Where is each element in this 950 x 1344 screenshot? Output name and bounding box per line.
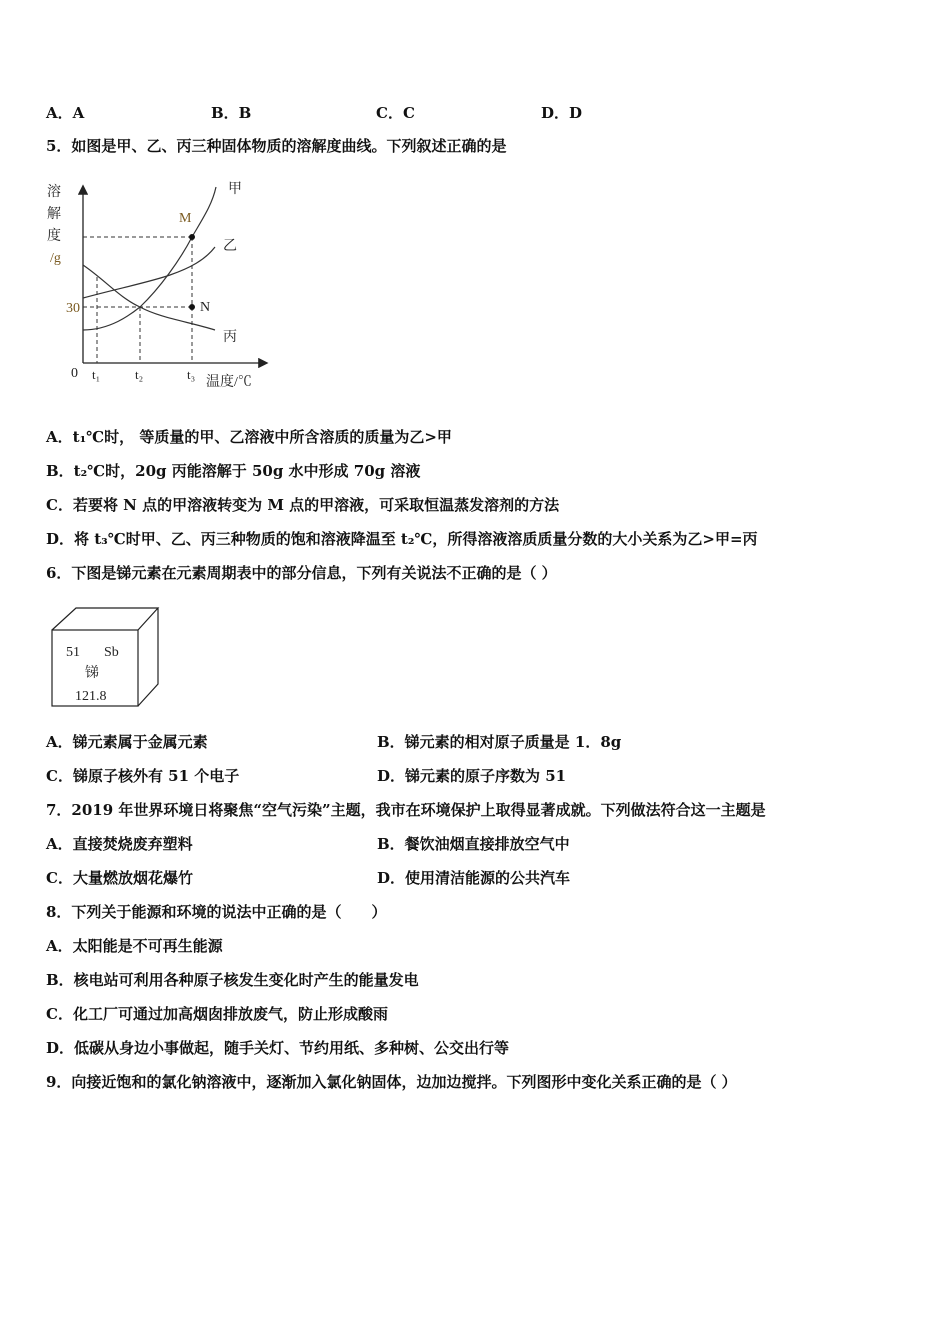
point-label-n: N bbox=[200, 300, 211, 315]
x-tick-t1: t₁ bbox=[92, 367, 101, 382]
q5-option-d: D．将 t₃℃时甲、乙、丙三种物质的饱和溶液降温至 t₂℃，所得溶液溶质质量分数的大小关系为乙>甲=丙 bbox=[46, 530, 758, 548]
q4-option-a: A．A bbox=[46, 104, 85, 122]
y-label-3: 度 bbox=[47, 229, 61, 244]
q6-option-b: B．锑元素的相对原子质量是 1．8g bbox=[377, 733, 622, 751]
element-name: 锑 bbox=[85, 666, 99, 681]
q8-stem: 8．下列关于能源和环境的说法中正确的是（ ） bbox=[46, 903, 387, 921]
point-n bbox=[189, 304, 195, 310]
curve-yi bbox=[83, 247, 215, 298]
q6-option-c: C．锑原子核外有 51 个电子 bbox=[46, 767, 240, 785]
q5-option-c: C．若要将 N 点的甲溶液转变为 M 点的甲溶液，可采取恒温蒸发溶剂的方法 bbox=[46, 496, 560, 514]
q4-option-b: B．B bbox=[211, 104, 252, 122]
point-m bbox=[189, 234, 195, 240]
q7-option-b: B．餐饮油烟直接排放空气中 bbox=[377, 835, 570, 853]
x-axis-label: 温度/℃ bbox=[206, 375, 252, 390]
q6-option-a: A．锑元素属于金属元素 bbox=[46, 733, 208, 751]
point-label-m: M bbox=[179, 211, 192, 226]
q8-option-b: B．核电站可利用各种原子核发生变化时产生的能量发电 bbox=[46, 971, 419, 989]
q6-option-d: D．锑元素的原子序数为 51 bbox=[377, 767, 567, 785]
q7-option-a: A．直接焚烧废弃塑料 bbox=[46, 835, 193, 853]
q5-stem: 5．如图是甲、乙、丙三种固体物质的溶解度曲线。下列叙述正确的是 bbox=[46, 137, 507, 155]
curve-label-bing: 丙 bbox=[223, 330, 237, 345]
element-card bbox=[46, 604, 166, 712]
q4-option-c: C．C bbox=[376, 104, 415, 122]
x-tick-t2: t₂ bbox=[135, 367, 144, 382]
q4-option-d: D．D bbox=[541, 104, 583, 122]
y-tick-30: 30 bbox=[66, 301, 80, 316]
curve-jia bbox=[83, 187, 216, 330]
q8-option-c: C．化工厂可通过加高烟囱排放废气，防止形成酸雨 bbox=[46, 1005, 388, 1023]
q7-stem: 7．2019 年世界环境日将聚焦“空气污染”主题，我市在环境保护上取得显著成就。下列做法符合这一主题是 bbox=[46, 801, 766, 819]
y-label-unit: /g bbox=[50, 251, 61, 266]
q6-stem: 6．下图是锑元素在元素周期表中的部分信息，下列有关说法不正确的是（ ） bbox=[46, 564, 557, 582]
q5-option-a: A．t₁℃时， 等质量的甲、乙溶液中所含溶质的质量为乙>甲 bbox=[46, 428, 452, 446]
curve-label-yi: 乙 bbox=[223, 239, 237, 254]
y-label-1: 溶 bbox=[47, 185, 61, 200]
element-symbol: Sb bbox=[104, 645, 119, 660]
q7-option-d: D．使用清洁能源的公共汽车 bbox=[377, 869, 571, 887]
y-label-2: 解 bbox=[47, 207, 61, 222]
atomic-mass: 121.8 bbox=[75, 689, 107, 704]
q8-option-a: A．太阳能是不可再生能源 bbox=[46, 937, 223, 955]
q7-option-c: C．大量燃放烟花爆竹 bbox=[46, 869, 193, 887]
q9-stem: 9．向接近饱和的氯化钠溶液中，逐渐加入氯化钠固体，边加边搅拌。下列图形中变化关系正确的是（ ） bbox=[46, 1073, 737, 1091]
solubility-graph bbox=[40, 170, 280, 400]
origin-label: 0 bbox=[71, 366, 78, 381]
atomic-number: 51 bbox=[66, 645, 80, 660]
q8-option-d: D．低碳从身边小事做起，随手关灯、节约用纸、多种树、公交出行等 bbox=[46, 1039, 510, 1057]
x-tick-t3: t₃ bbox=[187, 367, 196, 382]
q5-option-b: B．t₂℃时，20g 丙能溶解于 50g 水中形成 70g 溶液 bbox=[46, 462, 421, 480]
curve-label-jia: 甲 bbox=[228, 182, 242, 197]
